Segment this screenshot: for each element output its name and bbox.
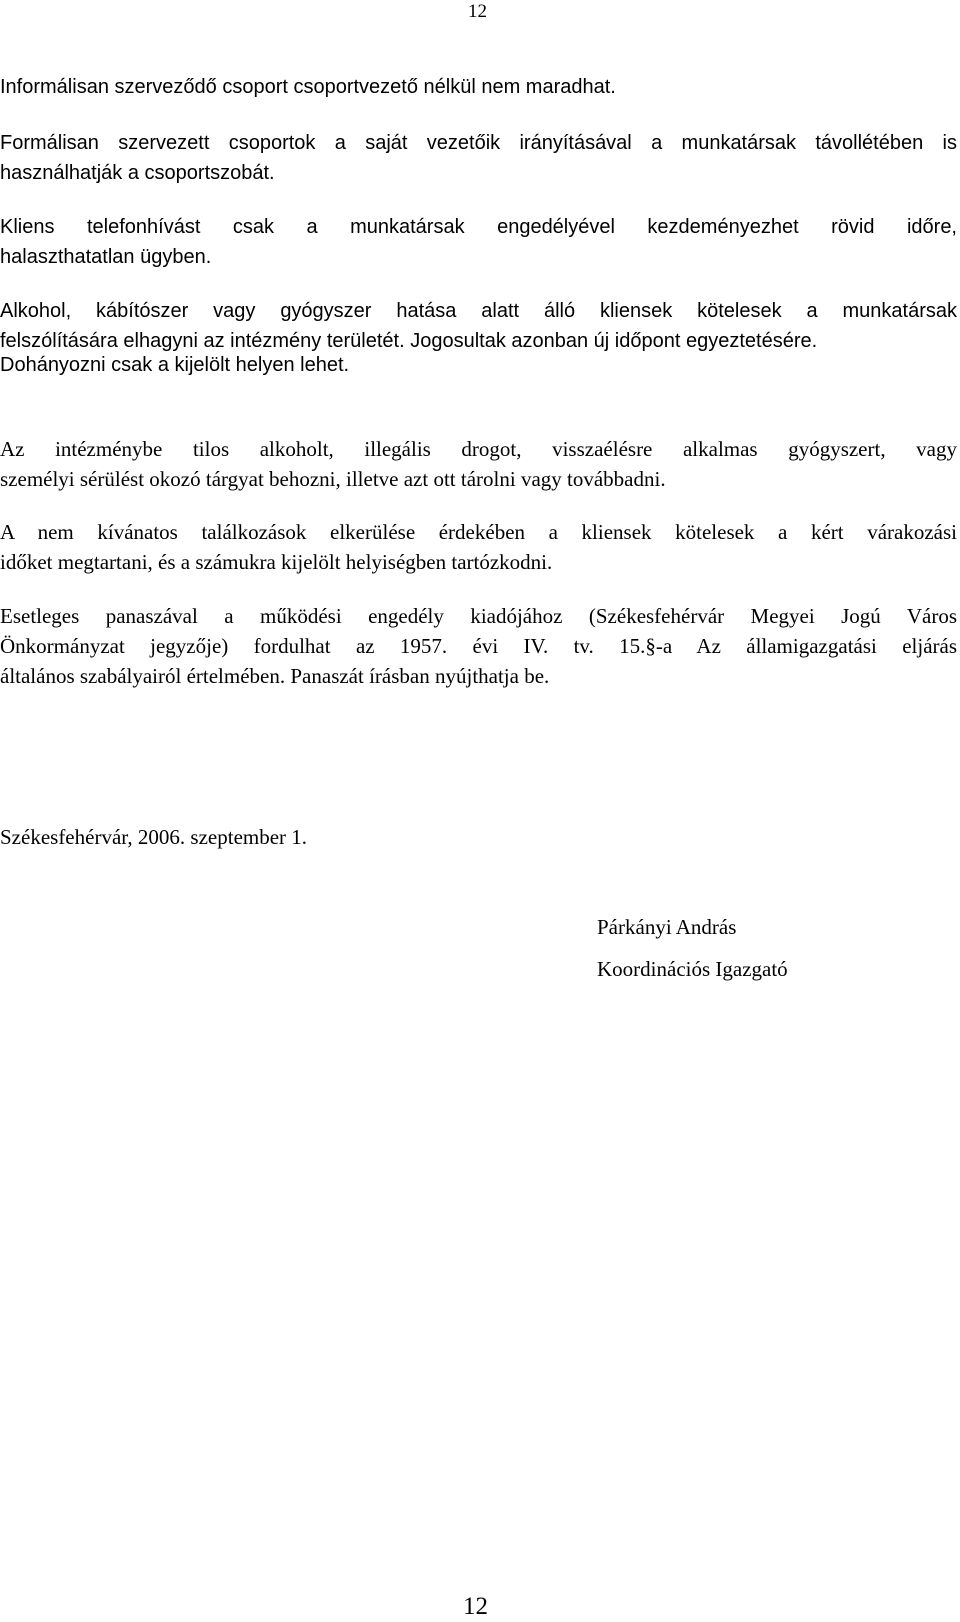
text-line: Önkormányzat jegyzője) fordulhat az 1957. évi IV. tv. 15.§-a Az államigazgatási eljárás [0,634,957,658]
paragraph-smoking [0,350,957,380]
text-line: időket megtartani, és a számukra kijelölt helyiségben tartózkodni. [0,550,553,574]
text-line: Informálisan szerveződő csoport csoportvezető nélkül nem maradhat. [0,76,616,98]
text-line: Az intézménybe tilos alkoholt, illegális drogot, visszaélésre alkalmas gyógyszert, vagy [0,437,957,461]
paragraph-formal-groups [0,128,957,188]
paragraph-complaints [0,601,957,691]
text-line: Alkohol, kábítószer vagy gyógyszer hatása alatt álló kliensek kötelesek a munkatársak [0,300,957,322]
place-and-date: Székesfehérvár, 2006. szeptember 1. [0,825,308,849]
signatory-name: Párkányi András [597,915,737,939]
text-line: Formálisan szervezett csoportok a saját vezetőik irányításával a munkatársak távollétében is [0,132,957,154]
paragraph-informal-group [0,72,957,102]
text-line: A nem kívánatos találkozások elkerülése érdekében a kliensek kötelesek a kért várakozási [0,520,957,544]
paragraph-prohibited-items [0,434,957,494]
paragraph-waiting-times [0,517,957,577]
text-line: Esetleges panaszával a működési engedély kiadójához (Székesfehérvár Megyei Jogú Város [0,604,957,628]
paragraph-alcohol-drugs [0,296,957,356]
paragraph-phone-calls [0,212,957,272]
text-line: felszólítására elhagyni az intézmény területét. Jogosultak azonban új időpont egyeztetésére. [0,330,818,352]
text-line: személyi sérülést okozó tárgyat behozni, illetve azt ott tárolni vagy továbbadni. [0,467,666,491]
page-number-bottom: 12 [463,1593,488,1620]
signature-block [597,906,788,990]
text-line: halaszthatatlan ügyben. [0,246,212,268]
signatory-title: Koordinációs Igazgató [597,957,788,981]
text-line: Dohányozni csak a kijelölt helyen lehet. [0,354,350,376]
page-number-top: 12 [468,1,487,22]
text-line: általános szabályairól értelmében. Panaszát írásban nyújthatja be. [0,664,550,688]
text-line: Kliens telefonhívást csak a munkatársak engedélyével kezdeményezhet rövid időre, [0,216,957,238]
text-line: használhatják a csoportszobát. [0,162,275,184]
